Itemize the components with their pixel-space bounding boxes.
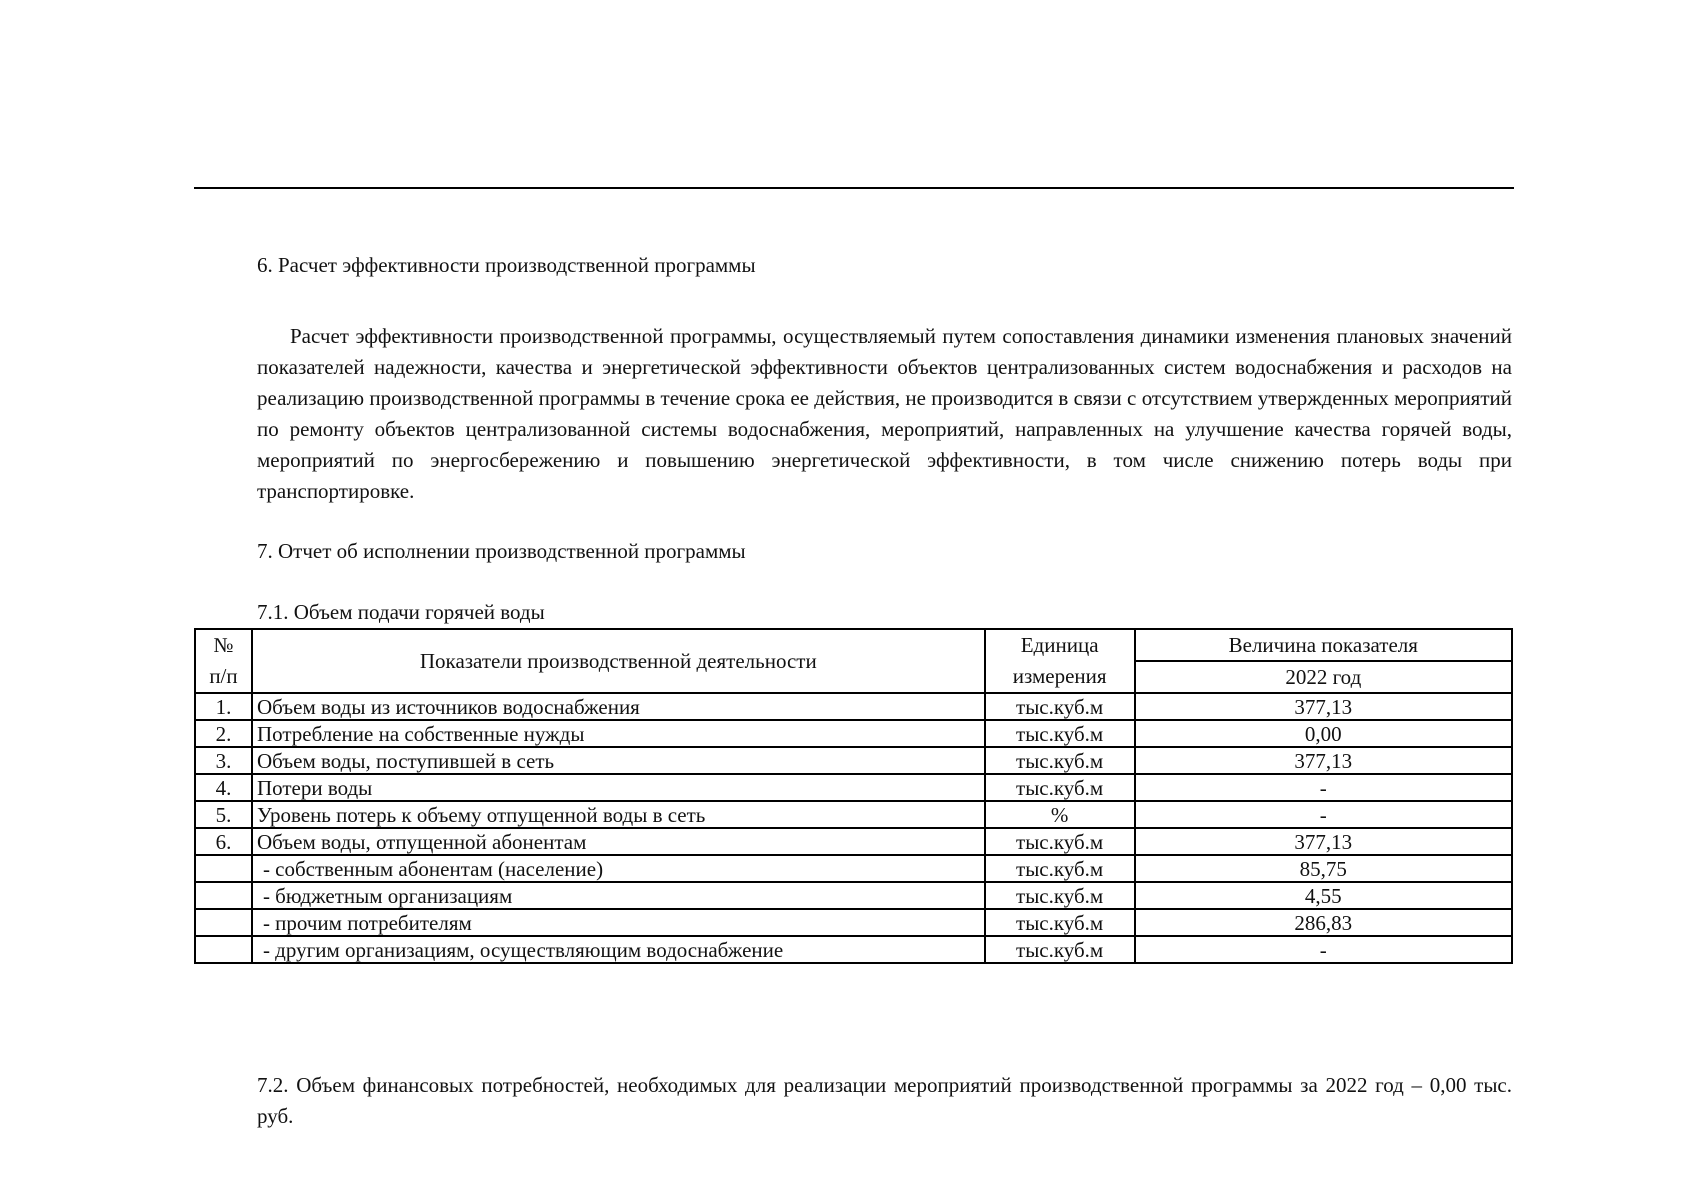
header-name: Показатели производственной деятельности — [252, 629, 985, 693]
table-row — [195, 882, 1512, 909]
row-name: Объем воды, отпущенной абонентам — [252, 828, 985, 855]
row-value: 4,55 — [1135, 882, 1512, 909]
table-row — [195, 936, 1512, 963]
row-value: 286,83 — [1135, 909, 1512, 936]
row-unit: тыс.куб.м — [985, 693, 1135, 720]
header-value-group: Величина показателя — [1135, 629, 1512, 661]
row-value: 377,13 — [1135, 693, 1512, 720]
table-row — [195, 774, 1512, 801]
row-unit: тыс.куб.м — [985, 747, 1135, 774]
table-header-row — [195, 629, 1512, 661]
row-num: 3. — [195, 747, 252, 774]
header-unit — [985, 629, 1135, 693]
row-name: - бюджетным организациям — [252, 882, 985, 909]
row-num — [195, 936, 252, 963]
section-6-paragraph: Расчет эффективности производственной программы, осуществляемый путем сопоставления динамики изменения плановых значений показателей надежности, качества и энергетической эффективности объектов централизованных систем водоснабжения и расходов на реализацию производственной программы в течение срока ее действия, не производится в связи с отсутствием утвержденных мероприятий по ремонту объектов централизованной системы водоснабжения, мероприятий, направленных на улучшение качества горячей воды, мероприятий по энергосбережению и повышению энергетической эффективности, в том числе снижению потерь воды при транспортировке. — [257, 324, 1512, 503]
row-num — [195, 882, 252, 909]
header-unit-line2: измерения — [1012, 664, 1107, 688]
row-unit: % — [985, 801, 1135, 828]
table-row — [195, 801, 1512, 828]
row-unit: тыс.куб.м — [985, 774, 1135, 801]
row-unit: тыс.куб.м — [985, 855, 1135, 882]
row-value: - — [1135, 936, 1512, 963]
section-7-1-heading: 7.1. Объем подачи горячей воды — [257, 600, 545, 624]
row-name: - собственным абонентам (население) — [252, 855, 985, 882]
row-unit: тыс.куб.м — [985, 936, 1135, 963]
row-num: 6. — [195, 828, 252, 855]
row-value: - — [1135, 801, 1512, 828]
row-num: 2. — [195, 720, 252, 747]
row-unit: тыс.куб.м — [985, 882, 1135, 909]
row-name: Объем воды, поступившей в сеть — [252, 747, 985, 774]
section-7-2-paragraph: 7.2. Объем финансовых потребностей, необходимых для реализации мероприятий производственной программы за 2022 год – 0,00 тыс. руб. — [257, 1073, 1512, 1128]
header-num-line1: № — [213, 633, 234, 657]
row-value: - — [1135, 774, 1512, 801]
row-num: 5. — [195, 801, 252, 828]
row-unit: тыс.куб.м — [985, 828, 1135, 855]
row-value: 377,13 — [1135, 828, 1512, 855]
header-unit-line1: Единица — [1020, 633, 1099, 657]
header-num-line2: п/п — [209, 664, 238, 688]
header-year: 2022 год — [1135, 661, 1512, 693]
section-7-heading: 7. Отчет об исполнении производственной программы — [257, 539, 746, 563]
row-value: 0,00 — [1135, 720, 1512, 747]
row-name: Потери воды — [252, 774, 985, 801]
table-row — [195, 855, 1512, 882]
row-name: - прочим потребителям — [252, 909, 985, 936]
row-num: 4. — [195, 774, 252, 801]
section-6-heading: 6. Расчет эффективности производственной программы — [257, 253, 756, 277]
table-row — [195, 693, 1512, 720]
table-row — [195, 720, 1512, 747]
header-num — [195, 629, 252, 693]
row-unit: тыс.куб.м — [985, 720, 1135, 747]
row-name: Объем воды из источников водоснабжения — [252, 693, 985, 720]
hot-water-supply-table — [194, 628, 1513, 964]
header-rule — [194, 187, 1514, 189]
row-num: 1. — [195, 693, 252, 720]
row-name: Потребление на собственные нужды — [252, 720, 985, 747]
row-name: Уровень потерь к объему отпущенной воды в сеть — [252, 801, 985, 828]
row-num — [195, 909, 252, 936]
row-num — [195, 855, 252, 882]
row-value: 377,13 — [1135, 747, 1512, 774]
row-name: - другим организациям, осуществляющим водоснабжение — [252, 936, 985, 963]
table-row — [195, 828, 1512, 855]
row-unit: тыс.куб.м — [985, 909, 1135, 936]
table-row — [195, 747, 1512, 774]
table-row — [195, 909, 1512, 936]
row-value: 85,75 — [1135, 855, 1512, 882]
